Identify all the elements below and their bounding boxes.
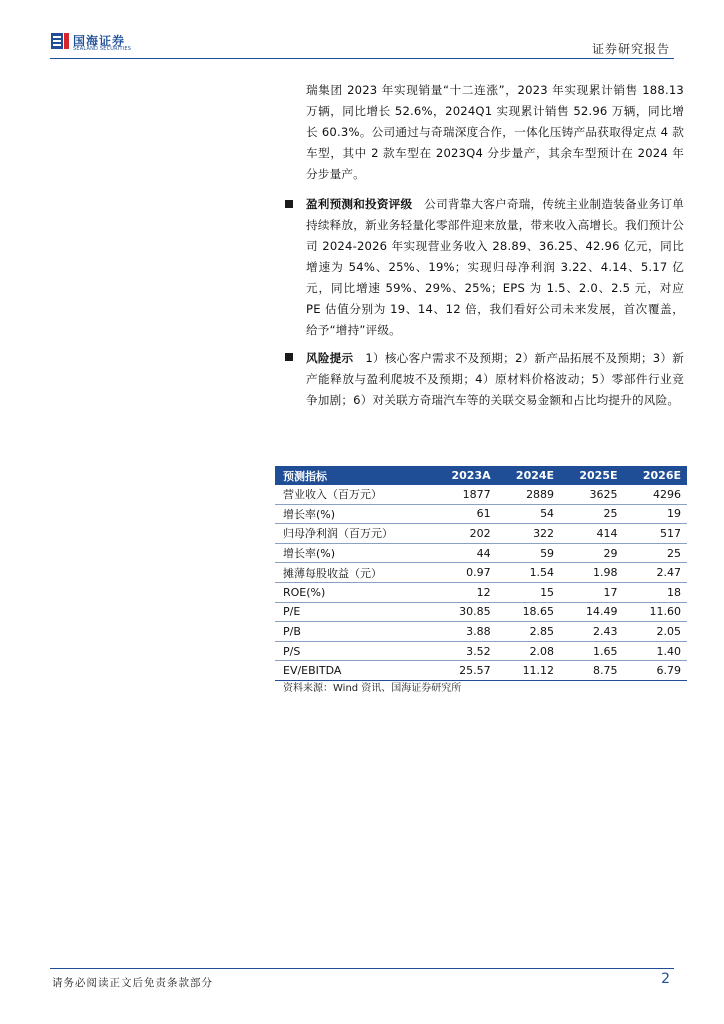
table-cell: 2.05 <box>624 622 688 642</box>
table-row <box>275 543 687 563</box>
row-label: 归母净利润（百万元） <box>275 524 432 544</box>
table-cell: 1.54 <box>497 563 560 583</box>
table-cell: 14.49 <box>560 602 623 622</box>
table-row <box>275 524 687 544</box>
table-cell: 1877 <box>462 487 491 501</box>
table-cell: 8.75 <box>560 661 623 681</box>
paragraph-earnings-forecast <box>306 194 684 341</box>
row-label: P/S <box>275 641 432 661</box>
page-number: 2 <box>661 971 670 987</box>
forecast-table <box>275 466 687 681</box>
table-row <box>275 641 687 661</box>
header-divider <box>50 58 674 59</box>
document-type-label: 证券研究报告 <box>591 42 670 56</box>
row-label: 增长率(%) <box>275 504 432 524</box>
table-cell: 202 <box>432 524 497 544</box>
table-cell: 25.57 <box>432 661 497 681</box>
row-label: 摊薄每股收益（元） <box>275 563 432 583</box>
table-row <box>275 582 687 602</box>
table-row <box>275 563 687 583</box>
row-label: EV/EBITDA <box>275 661 432 681</box>
table-cell: 517 <box>624 524 688 544</box>
table-cell: 2.85 <box>497 622 560 642</box>
table-cell: 11.60 <box>624 602 688 622</box>
table-cell: 18.65 <box>497 602 560 622</box>
table-cell: 30.85 <box>432 602 497 622</box>
row-label: 增长率(%) <box>275 543 432 563</box>
table-cell: 44 <box>432 543 497 563</box>
table-cell: 18 <box>624 582 688 602</box>
table-cell: 0.97 <box>432 563 497 583</box>
risk-warning-heading: 风险提示 <box>306 351 354 365</box>
table-cell: 4296 <box>653 487 681 501</box>
table-row <box>275 602 687 622</box>
company-logo <box>50 31 170 53</box>
table-row <box>275 661 687 681</box>
footer-divider <box>50 968 674 969</box>
table-cell: 15 <box>497 582 560 602</box>
table-cell: 25 <box>624 543 688 563</box>
earnings-forecast-heading: 盈利预测和投资评级 <box>306 197 413 211</box>
table-cell: 3625 <box>589 487 618 501</box>
logo-text-cn: 国海证券 <box>73 34 126 48</box>
table-cell: 17 <box>560 582 623 602</box>
earnings-forecast-text: 公司背靠大客户奇瑞，传统主业制造装备业务订单持续释放，新业务轻量化零部件迎来放量，带来收入高增长。我们预计公司 2024-2026 年实现营业务收入 28.89、36.25、42.96 亿元，同比增速为 54%、25%、19%；实现归母净利润 3.22、4.14、5.17 亿元，同比增速 59%、29%、25%；EPS 为 1.5、2.0、2.5 元，对应 PE 估值分别为 19、14、12 倍，我们看好公司未来发展，首次覆盖，给予“增持”评级。 <box>306 197 684 337</box>
row-label: 营业收入（百万元） <box>283 488 382 502</box>
table-row <box>275 504 687 524</box>
table-cell: 1.65 <box>560 641 623 661</box>
table-cell: 61 <box>432 504 497 524</box>
table-cell: 2889 <box>526 487 555 501</box>
paragraph-sales-growth: 瑞集团 2023 年实现销量“十二连涨”，2023 年实现累计销售 188.13 万辆，同比增长 52.6%，2024Q1 实现累计销售 52.96 万辆，同比增长 60.3%。公司通过与奇瑞深度合作，一体化压铸产品获取得定点 4 款车型，其中 2 款车型在 2023Q4 分步量产，其余车型预计在 2024 年分步量产。 <box>306 83 684 181</box>
row-label: ROE(%) <box>275 582 432 602</box>
table-cell: 414 <box>560 524 623 544</box>
row-label: P/B <box>275 622 432 642</box>
table-cell: 54 <box>497 504 560 524</box>
table-cell: 11.12 <box>497 661 560 681</box>
table-cell: 3.52 <box>432 641 497 661</box>
row-label: P/E <box>275 602 432 622</box>
table-cell: 1.98 <box>560 563 623 583</box>
logo-mark-icon <box>50 31 70 51</box>
page-header <box>0 0 724 62</box>
table-cell: 25 <box>560 504 623 524</box>
table-source-note: 资料来源：Wind 资讯、国海证券研究所 <box>283 683 462 694</box>
paragraph-risk-warning <box>306 348 684 411</box>
column-header: 2026E <box>624 466 688 485</box>
table-cell: 6.79 <box>624 661 688 681</box>
column-header: 2024E <box>497 466 560 485</box>
column-header: 2023A <box>432 466 497 485</box>
table-cell: 59 <box>497 543 560 563</box>
table-cell: 19 <box>624 504 688 524</box>
column-header: 2025E <box>560 466 623 485</box>
table-cell: 2.47 <box>624 563 688 583</box>
column-header: 预测指标 <box>275 466 432 485</box>
table-cell: 29 <box>560 543 623 563</box>
table-row <box>275 622 687 642</box>
square-bullet-icon <box>285 200 293 208</box>
footer-disclaimer: 请务必阅读正文后免责条款部分 <box>52 977 213 989</box>
table-cell: 1.40 <box>624 641 688 661</box>
logo-text-en: SEALAND SECURITIES <box>73 46 132 52</box>
table-cell: 2.43 <box>560 622 623 642</box>
table-cell: 3.88 <box>432 622 497 642</box>
table-cell: 322 <box>497 524 560 544</box>
table-row <box>275 485 687 504</box>
table-cell: 2.08 <box>497 641 560 661</box>
square-bullet-icon <box>285 353 293 361</box>
risk-warning-text: 1）核心客户需求不及预期；2）新产品拓展不及预期；3）新产能释放与盈利爬坡不及预期；4）原材料价格波动；5）零部件行业竞争加剧；6）对关联方奇瑞汽车等的关联交易金额和占比均提升的风险。 <box>306 351 684 407</box>
table-cell: 12 <box>432 582 497 602</box>
table-header-row <box>275 466 687 485</box>
